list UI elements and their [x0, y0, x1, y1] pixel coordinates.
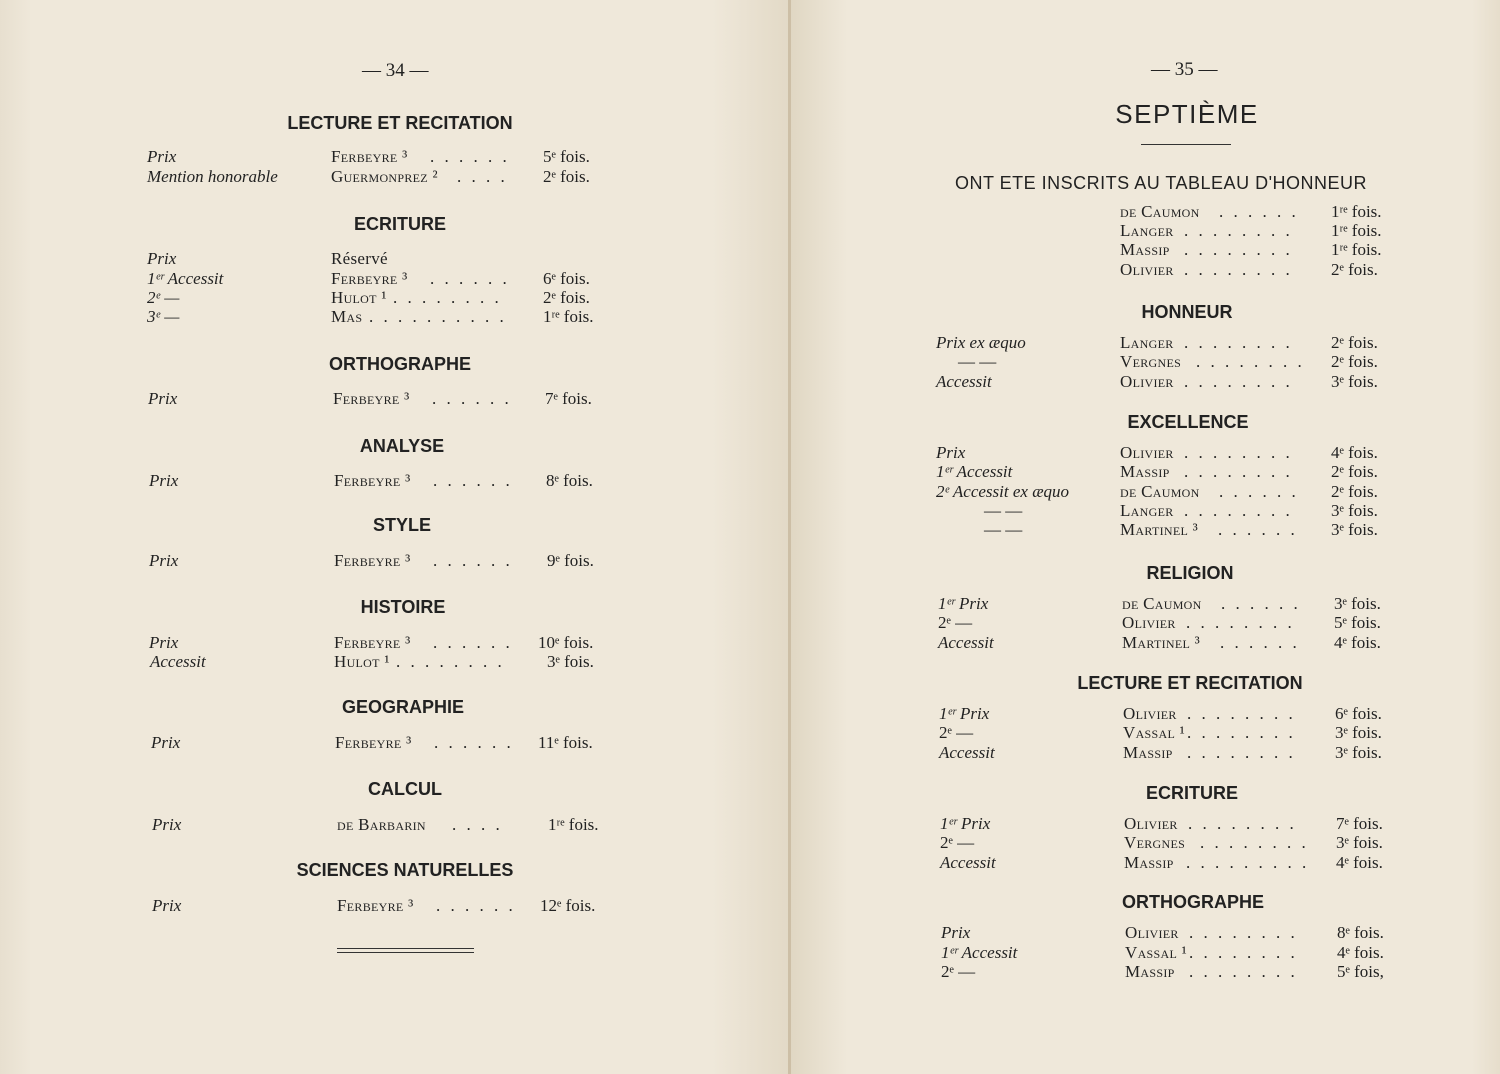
leader-dots: . . . . . . [430, 269, 510, 288]
student-name: Olivier [1124, 814, 1178, 833]
student-name: Massip [1123, 743, 1173, 762]
section-title: ORTHOGRAPHE [1121, 892, 1265, 912]
award-label: 1ᵉʳ Accessit [936, 462, 1013, 481]
section-title: HONNEUR [1141, 302, 1233, 322]
award-row [940, 853, 1410, 873]
section-title: RELIGION [1146, 563, 1234, 583]
award-row [939, 743, 1409, 763]
class-title: SEPTIÈME [1115, 99, 1259, 129]
leader-dots: . . . . . . [1219, 482, 1299, 501]
award-row [147, 269, 617, 289]
award-row [152, 815, 622, 835]
page-35 [791, 0, 1500, 1074]
award-row [147, 167, 617, 187]
times-count: 1ʳᵉ fois. [1331, 240, 1382, 259]
student-name: Hulot ¹ [331, 288, 387, 307]
times-count: 12ᵉ fois. [540, 896, 596, 915]
award-row [936, 352, 1406, 372]
times-count: 7ᵉ fois. [545, 389, 592, 408]
leader-dots: . . . . . . . . [1188, 814, 1297, 833]
student-name: Ferbeyre ³ [334, 471, 411, 490]
leader-dots: . . . . [452, 815, 503, 834]
award-row [938, 633, 1408, 653]
award-row [936, 520, 1406, 540]
leader-dots: . . . . . . [1219, 202, 1299, 221]
times-count: 4ᵉ fois. [1337, 943, 1384, 962]
award-label: 3ᵉ — [147, 307, 180, 326]
leader-dots: . . . . . . . . [1184, 333, 1293, 352]
student-name: de Caumon [1122, 594, 1202, 613]
times-count: 5ᵉ fois. [543, 147, 590, 166]
leader-dots: . . . . . . . . [393, 288, 502, 307]
leader-dots: . . . . . . [433, 633, 513, 652]
end-rule [337, 948, 474, 953]
student-name: Martinel ³ [1122, 633, 1201, 652]
times-count: 2ᵉ fois. [1331, 352, 1378, 371]
leader-dots: . . . . . . . . [1184, 501, 1293, 520]
award-label: Prix [936, 443, 966, 462]
leader-dots: . . . . . . [436, 896, 516, 915]
times-count: 4ᵉ fois. [1334, 633, 1381, 652]
award-row [940, 833, 1410, 853]
student-name: Olivier [1120, 443, 1174, 462]
times-count: 1ʳᵉ fois. [548, 815, 599, 834]
title-rule [1141, 144, 1231, 145]
leader-dots: . . . . . . . . [1184, 240, 1293, 259]
award-row [939, 704, 1409, 724]
section-title: GEOGRAPHIE [341, 697, 465, 717]
award-label: 2ᵉ — [147, 288, 180, 307]
honor-row [936, 202, 1406, 222]
award-label: Prix [941, 923, 971, 942]
student-name: Réservé [331, 249, 388, 268]
student-name: Ferbeyre ³ [337, 896, 414, 915]
leader-dots: . . . . . . . . . [1186, 853, 1310, 872]
times-count: 8ᵉ fois. [546, 471, 593, 490]
leader-dots: . . . . . . [1221, 594, 1301, 613]
times-count: 2ᵉ fois. [1331, 462, 1378, 481]
award-label: 1ᵉʳ Accessit [941, 943, 1018, 962]
award-label: Accessit [939, 743, 995, 762]
section-title: ECRITURE [1145, 783, 1239, 803]
student-name: Olivier [1120, 372, 1174, 391]
award-label: 1ᵉʳ Prix [940, 814, 991, 833]
leader-dots: . . . . . . . . [1196, 352, 1305, 371]
award-row [149, 471, 619, 491]
award-row [148, 389, 618, 409]
times-count: 4ᵉ fois. [1331, 443, 1378, 462]
times-count: 1ʳᵉ fois. [1331, 202, 1382, 221]
award-row [936, 482, 1406, 502]
page-number: — 35 — [1151, 59, 1218, 80]
award-row [150, 652, 620, 672]
award-row [936, 372, 1406, 392]
award-label: Prix [152, 815, 182, 834]
award-row [936, 462, 1406, 482]
award-row [939, 723, 1409, 743]
award-label: 2ᵉ — [939, 723, 974, 742]
student-name: Vergnes [1124, 833, 1186, 852]
award-row [941, 923, 1411, 943]
student-name: de Caumon [1120, 482, 1200, 501]
award-label: 2ᵉ — [938, 613, 973, 632]
leader-dots: . . . . . . . . [1186, 613, 1295, 632]
leader-dots: . . . . . . . . [1187, 723, 1296, 742]
award-label: Accessit [936, 372, 992, 391]
award-row [151, 733, 621, 753]
times-count: 11ᵉ fois. [538, 733, 593, 752]
times-count: 6ᵉ fois. [543, 269, 590, 288]
student-name: Ferbeyre ³ [334, 633, 411, 652]
honor-row [936, 240, 1406, 260]
section-title: LECTURE ET RECITATION [1077, 673, 1303, 693]
award-label: — — [958, 352, 997, 371]
leader-dots: . . . . . . [434, 733, 514, 752]
section-title: ANALYSE [359, 436, 445, 456]
student-name: Olivier [1125, 923, 1179, 942]
award-row [938, 613, 1408, 633]
leader-dots: . . . . . . . . [1189, 923, 1298, 942]
times-count: 5ᵉ fois. [1334, 613, 1381, 632]
section-title: ECRITURE [353, 214, 447, 234]
award-row [936, 333, 1406, 353]
student-name: Ferbeyre ³ [335, 733, 412, 752]
section-title: ORTHOGRAPHE [328, 354, 472, 374]
times-count: 2ᵉ fois. [1331, 260, 1378, 279]
section-title: STYLE [372, 515, 432, 535]
times-count: 3ᵉ fois. [1335, 743, 1382, 762]
award-row [147, 249, 617, 269]
times-count: 3ᵉ fois. [1334, 594, 1381, 613]
student-name: Ferbeyre ³ [331, 269, 408, 288]
leader-dots: . . . . . . . . . . [369, 307, 507, 326]
leader-dots: . . . . . . [432, 389, 512, 408]
page-number: — 34 — [362, 60, 429, 81]
times-count: 8ᵉ fois. [1337, 923, 1384, 942]
award-row [936, 443, 1406, 463]
times-count: 3ᵉ fois. [1336, 833, 1383, 852]
honor-row [936, 221, 1406, 241]
times-count: 5ᵉ fois, [1337, 962, 1384, 981]
times-count: 10ᵉ fois. [538, 633, 594, 652]
award-label: Prix [147, 249, 177, 268]
award-row [152, 896, 622, 916]
award-row [147, 288, 617, 308]
times-count: 2ᵉ fois. [1331, 333, 1378, 352]
student-name: Massip [1125, 962, 1175, 981]
student-name: Massip [1124, 853, 1174, 872]
leader-dots: . . . . . . . . [1184, 462, 1293, 481]
award-label: 1ᵉʳ Accessit [147, 269, 224, 288]
award-label: 2ᵉ Accessit ex æquo [936, 482, 1070, 501]
student-name: Massip [1120, 462, 1170, 481]
award-row [149, 551, 619, 571]
student-name: Vassal ¹ [1125, 943, 1188, 962]
honor-row [936, 260, 1406, 280]
section-title: EXCELLENCE [1127, 412, 1249, 432]
times-count: 3ᵉ fois. [1331, 501, 1378, 520]
leader-dots: . . . . . . . . [1184, 443, 1293, 462]
honor-roll-title: ONT ETE INSCRITS AU TABLEAU D'HONNEUR [955, 173, 1368, 193]
award-label: 2ᵉ — [941, 962, 976, 981]
student-name: Ferbeyre ³ [331, 147, 408, 166]
award-row [936, 501, 1406, 521]
award-row [940, 814, 1410, 834]
times-count: 2ᵉ fois. [543, 167, 590, 186]
times-count: 1ʳᵉ fois. [543, 307, 594, 326]
leader-dots: . . . . . . [1220, 633, 1300, 652]
leader-dots: . . . . . . [1218, 520, 1298, 539]
leader-dots: . . . . . . . . [1184, 221, 1293, 240]
award-row [941, 962, 1411, 982]
award-row [149, 633, 619, 653]
award-label: Accessit [940, 853, 996, 872]
student-name: Langer [1120, 333, 1174, 352]
award-label: Prix [152, 896, 182, 915]
times-count: 7ᵉ fois. [1336, 814, 1383, 833]
student-name: de Caumon [1120, 202, 1200, 221]
award-row [938, 594, 1408, 614]
award-label: Prix [148, 389, 178, 408]
award-label: Accessit [150, 652, 206, 671]
award-label: — — [984, 501, 1023, 520]
leader-dots: . . . . . . . . [1200, 833, 1309, 852]
student-name: Ferbeyre ³ [334, 551, 411, 570]
section-title: SCIENCES NATURELLES [296, 860, 514, 880]
award-label: Prix [147, 147, 177, 166]
student-name: Ferbeyre ³ [333, 389, 410, 408]
award-label: Prix [149, 551, 179, 570]
student-name: Olivier [1122, 613, 1176, 632]
award-label: Mention honorable [147, 167, 278, 186]
section-title: LECTURE ET RECITATION [287, 113, 513, 133]
student-name: Martinel ³ [1120, 520, 1199, 539]
leader-dots: . . . . . . . . [1189, 943, 1298, 962]
student-name: Guermonprez ² [331, 167, 438, 186]
student-name: Massip [1120, 240, 1170, 259]
times-count: 3ᵉ fois. [1331, 372, 1378, 391]
student-name: Olivier [1123, 704, 1177, 723]
award-label: Prix [149, 633, 179, 652]
award-row [147, 307, 617, 327]
section-title: HISTOIRE [360, 597, 446, 617]
leader-dots: . . . . [457, 167, 508, 186]
section-title: CALCUL [368, 779, 442, 799]
award-label: Prix [149, 471, 179, 490]
times-count: 2ᵉ fois. [1331, 482, 1378, 501]
times-count: 4ᵉ fois. [1336, 853, 1383, 872]
leader-dots: . . . . . . . . [396, 652, 505, 671]
student-name: Vassal ¹ [1123, 723, 1186, 742]
student-name: Olivier [1120, 260, 1174, 279]
times-count: 3ᵉ fois. [1331, 520, 1378, 539]
award-row [941, 943, 1411, 963]
award-label: 1ᵉʳ Prix [939, 704, 990, 723]
leader-dots: . . . . . . . . [1184, 372, 1293, 391]
student-name: Langer [1120, 221, 1174, 240]
times-count: 3ᵉ fois. [547, 652, 594, 671]
award-label: 1ᵉʳ Prix [938, 594, 989, 613]
leader-dots: . . . . . . [430, 147, 510, 166]
award-label: Accessit [938, 633, 994, 652]
award-row [147, 147, 617, 167]
student-name: Vergnes [1120, 352, 1182, 371]
student-name: Hulot ¹ [334, 652, 390, 671]
student-name: Mas [331, 307, 363, 326]
student-name: Langer [1120, 501, 1174, 520]
leader-dots: . . . . . . . . [1187, 704, 1296, 723]
times-count: 2ᵉ fois. [543, 288, 590, 307]
times-count: 9ᵉ fois. [547, 551, 594, 570]
times-count: 1ʳᵉ fois. [1331, 221, 1382, 240]
leader-dots: . . . . . . . . [1187, 743, 1296, 762]
award-label: 2ᵉ — [940, 833, 975, 852]
leader-dots: . . . . . . . . [1189, 962, 1298, 981]
student-name: de Barbarin [337, 815, 426, 834]
times-count: 6ᵉ fois. [1335, 704, 1382, 723]
times-count: 3ᵉ fois. [1335, 723, 1382, 742]
leader-dots: . . . . . . [433, 551, 513, 570]
leader-dots: . . . . . . . . [1184, 260, 1293, 279]
award-label: — — [984, 520, 1023, 539]
award-label: Prix [151, 733, 181, 752]
award-label: Prix ex æquo [936, 333, 1026, 352]
leader-dots: . . . . . . [433, 471, 513, 490]
